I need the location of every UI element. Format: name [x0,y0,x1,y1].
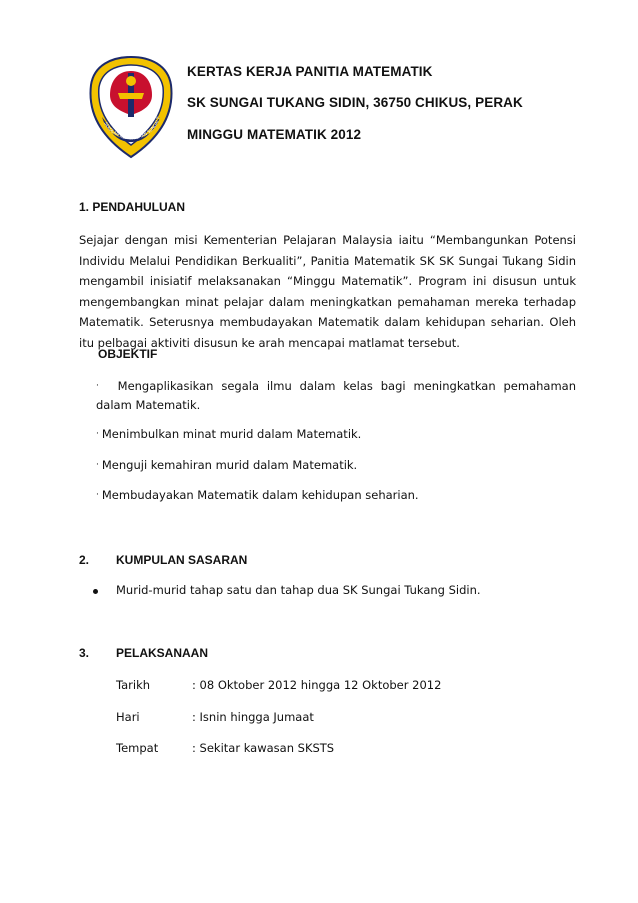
row-label-tempat: Tempat [116,741,159,755]
section3-title: PELAKSANAAN [116,646,209,660]
objective-text: Menguji kemahiran murid dalam Matematik. [101,458,358,472]
crest-motto: SEKOLAH KEBANGSAAN SUNGAI T [103,116,161,141]
document-title: KERTAS KERJA PANITIA MATEMATIK [187,64,433,79]
row-value-hari: : Isnin hingga Jumaat [192,710,314,724]
crest-logo [88,55,174,159]
section1-title: 1. PENDAHULUAN [79,200,186,214]
objective-text: Mengaplikasikan segala ilmu dalam kelas bagi meningkatkan pemahaman dalam Matematik. [96,379,576,412]
row-label-hari: Hari [116,710,140,724]
section2-number: 2. [79,553,90,567]
objective-item: · Membudayakan Matematik dalam kehidupan seharian. [96,488,419,502]
objective-item: · Menguji kemahiran murid dalam Matematik. [96,458,358,472]
event-name: MINGGU MATEMATIK 2012 [187,127,362,142]
row-value-tempat: : Sekitar kawasan SKSTS [192,741,335,755]
objective-text: Menimbulkan minat murid dalam Matematik. [101,427,362,441]
school-name: SK SUNGAI TUKANG SIDIN, 36750 CHIKUS, PERAK [187,95,523,110]
objective-text: Membudayakan Matematik dalam kehidupan seharian. [101,488,419,502]
objective-item: · Mengaplikasikan segala ilmu dalam kelas bagi meningkatkan pemahaman dalam Matematik. [96,379,576,412]
objective-item: · Menimbulkan minat murid dalam Matematik. [96,427,362,441]
row-label-tarikh: Tarikh [116,678,151,692]
target-group-text: Murid-murid tahap satu dan tahap dua SK Sungai Tukang Sidin. [116,583,481,597]
row-value-tarikh: : 08 Oktober 2012 hingga 12 Oktober 2012 [192,678,442,692]
objektif-title: OBJEKTIF [98,347,158,361]
section3-number: 3. [79,646,90,660]
bullet-icon [93,589,98,594]
intro-paragraph: Sejajar dengan misi Kementerian Pelajaran Malaysia iaitu “Membangunkan Potensi Individu Melalui Pendidikan Berkualiti”, Panitia Matematik SK SK Sungai Tukang Sidin mengambil inisiatif melaksanakan “Minggu Matematik”. Program ini disusun untuk mengembangkan minat pelajar dalam meningkatkan pemahaman mereka terhadap Matematik. Seterusnya membudayakan Matematik dalam kehidupan seharian. Oleh itu pelbagai aktiviti disusun ke arah mencapai matlamat tersebut. [79,233,576,350]
section2-title: KUMPULAN SASARAN [116,553,248,567]
